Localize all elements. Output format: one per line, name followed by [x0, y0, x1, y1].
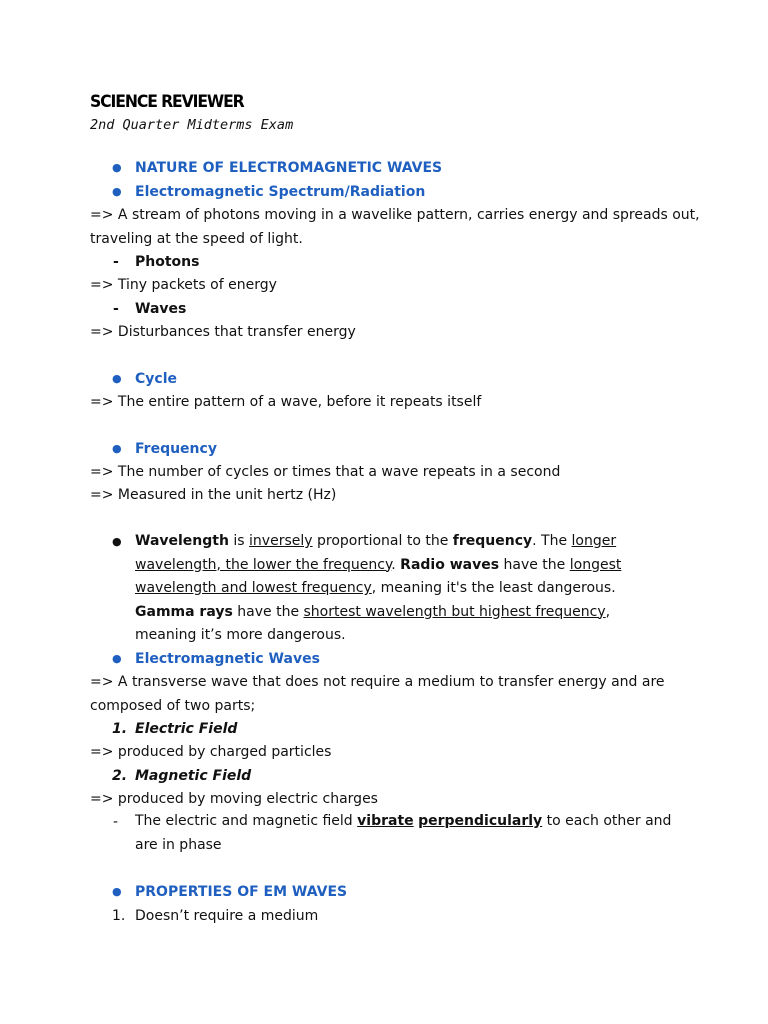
text-run: shortest wavelength but highest frequency [303, 603, 606, 620]
text-run: The electric and magnetic field [135, 813, 358, 829]
text-run: inversely [249, 533, 313, 549]
property-1: Doesn’t require a medium [135, 908, 319, 924]
text-run: Gamma rays [135, 603, 233, 620]
heading-nature-em-waves: NATURE OF ELECTROMAGNETIC WAVES [135, 160, 443, 176]
dash-marker: - [113, 301, 119, 317]
text-run: Wavelength [135, 533, 229, 549]
magnetic-field-definition: => produced by moving electric charges [90, 791, 378, 807]
frequency-definition-line-2: => Measured in the unit hertz (Hz) [90, 487, 337, 503]
waves-definition: => Disturbances that transfer energy [90, 324, 356, 340]
heading-frequency: Frequency [135, 441, 217, 457]
bullet-icon: ● [112, 185, 122, 198]
text-run: proportional to the [312, 533, 453, 549]
bullet-icon: ● [112, 372, 122, 385]
bullet-icon: ● [112, 161, 122, 174]
text-run: vibrate [357, 813, 414, 829]
list-number: 1. [112, 721, 128, 737]
text-run: longer wavelength, the lower the frequency [135, 533, 617, 573]
bullet-icon: ● [112, 442, 122, 455]
em-waves-definition-line-1: => A transverse wave that does not require a medium to transfer energy and are [90, 674, 665, 690]
text-run: have the [499, 556, 570, 573]
bullet-icon: ● [112, 652, 122, 665]
heading-properties: PROPERTIES OF EM WAVES [135, 884, 348, 900]
waves-label: Waves [135, 301, 187, 317]
spectrum-definition-line-2: traveling at the speed of light. [90, 231, 303, 247]
electric-field-label: Electric Field [135, 721, 238, 737]
electric-field-definition: => produced by charged particles [90, 744, 332, 760]
text-run: Radio waves [400, 556, 500, 573]
text-run: . [391, 556, 401, 573]
bullet-icon: ● [112, 885, 122, 898]
photons-definition: => Tiny packets of energy [90, 277, 277, 293]
text-run: , meaning it's the least dangerous. [371, 580, 616, 596]
cycle-definition: => The entire pattern of a wave, before it repeats itself [90, 394, 482, 410]
frequency-definition-line-1: => The number of cycles or times that a wave repeats in a second [90, 464, 561, 480]
bullet-icon: ● [112, 535, 122, 548]
spectrum-definition-line-1: => A stream of photons moving in a wavelike pattern, carries energy and spreads out, [90, 207, 700, 223]
text-run: , meaning it’s more dangerous. [135, 603, 611, 643]
heading-em-waves: Electromagnetic Waves [135, 651, 320, 667]
text-run: . The [532, 533, 572, 549]
list-number: 2. [112, 768, 128, 784]
text-run: to each other and are in phase [135, 813, 672, 853]
document-subtitle: 2nd Quarter Midterms Exam [90, 117, 294, 133]
heading-em-spectrum: Electromagnetic Spectrum/Radiation [135, 184, 426, 200]
text-run: frequency [452, 533, 533, 549]
dash-marker: - [113, 814, 119, 830]
wavelength-paragraph [135, 530, 675, 648]
photons-label: Photons [135, 254, 200, 270]
heading-cycle: Cycle [135, 371, 177, 387]
text-run: is [228, 533, 250, 549]
document-title: SCIENCE REVIEWER [90, 92, 244, 112]
text-run: longest wavelength and lowest frequency [135, 556, 622, 596]
dash-marker: - [113, 254, 119, 270]
text-run: perpendicularly [418, 813, 543, 829]
perpendicular-note [135, 810, 695, 857]
em-waves-definition-line-2: composed of two parts; [90, 698, 256, 714]
magnetic-field-label: Magnetic Field [135, 768, 252, 784]
text-run: have the [232, 603, 304, 620]
list-number: 1. [112, 908, 126, 924]
